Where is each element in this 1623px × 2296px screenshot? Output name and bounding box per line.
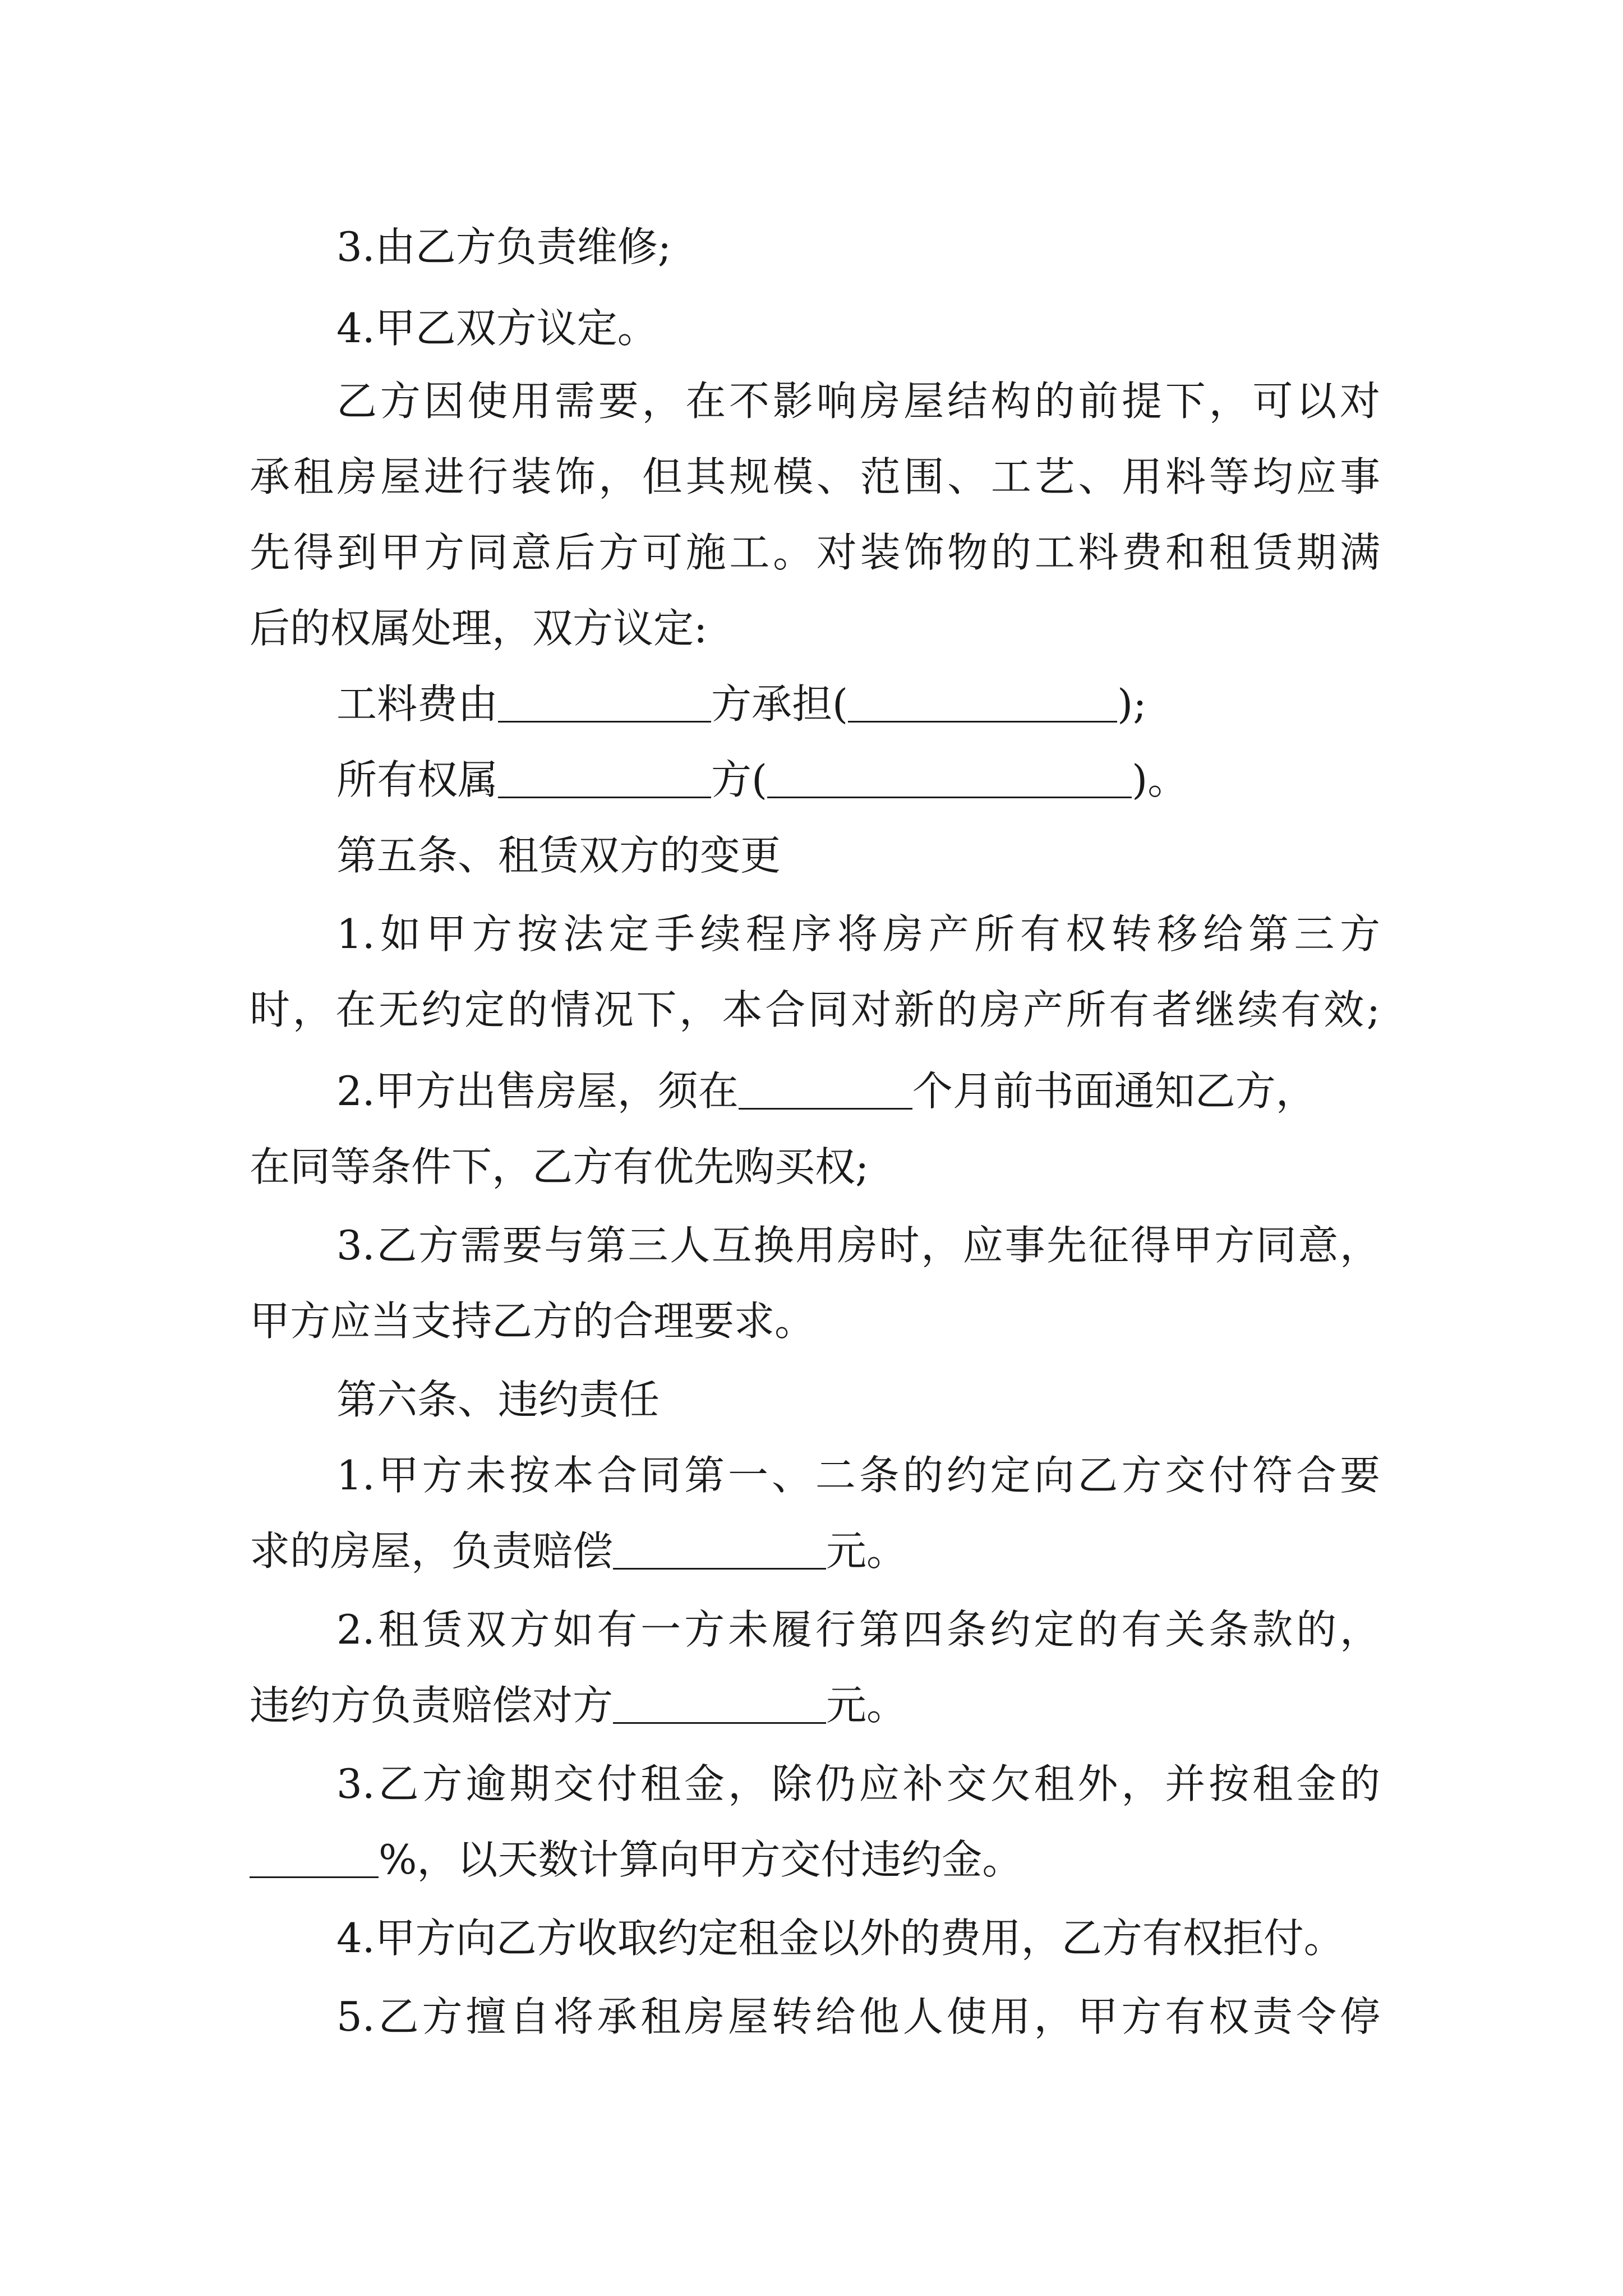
blank-field[interactable] (613, 1682, 826, 1724)
blank-field[interactable] (498, 680, 711, 723)
fill-label: 违约方负责赔偿对方 (250, 1682, 614, 1729)
paragraph-line (0, 1753, 1380, 1815)
paragraph-text: 时，在无约定的情况下，本合同对新的房产所有者继续有效; (250, 986, 1380, 1033)
blank-field[interactable] (848, 680, 1117, 723)
paragraph-text: 5.乙方擅自将承租房屋转给他人使用，甲方有权责令停 (336, 1993, 1380, 2040)
fill-label: ); (1117, 680, 1147, 728)
paragraph-line (0, 370, 1380, 432)
fill-in-line (0, 749, 1623, 811)
blank-field[interactable] (739, 1068, 912, 1110)
blank-field[interactable] (498, 756, 711, 798)
paragraph-text: 3.乙方需要与第三人互换用房时，应事先征得甲方同意， (336, 1222, 1380, 1269)
clause-line (0, 216, 1623, 278)
blank-field[interactable] (250, 1836, 379, 1878)
fill-label: 个月前书面通知乙方， (912, 1068, 1316, 1115)
fill-label: 2.甲方出售房屋，须在 (336, 1068, 739, 1115)
blank-field[interactable] (613, 1527, 826, 1570)
blank-field[interactable] (767, 756, 1132, 798)
paragraph-line (0, 1986, 1380, 2047)
paragraph-text: 先得到甲方同意后方可施工。对装饰物的工料费和租赁期满 (250, 529, 1380, 576)
clause-text: 3.由乙方负责维修; (336, 223, 671, 270)
paragraph-line (0, 1136, 1623, 1198)
fill-label: 工料费由 (336, 680, 499, 728)
fill-label: 所有权属 (336, 756, 499, 803)
paragraph-line (0, 1290, 1623, 1352)
fill-in-line (0, 1674, 1623, 1736)
clause-line (0, 297, 1623, 359)
fill-label: %，以天数计算向甲方交付违约金。 (379, 1836, 1023, 1883)
fill-in-line (0, 1060, 1623, 1122)
paragraph-text: 1.甲方未按本合同第一、二条的约定向乙方交付符合要 (336, 1452, 1380, 1499)
fill-label: 求的房屋，负责赔偿 (250, 1527, 614, 1575)
paragraph-line (0, 446, 1380, 508)
paragraph-text: 承租房屋进行装饰，但其规模、范围、工艺、用料等均应事 (250, 453, 1380, 500)
fill-label: 方( (711, 756, 768, 803)
paragraph-text: 2.租赁双方如有一方未履行第四条约定的有关条款的， (336, 1606, 1380, 1653)
paragraph-text: 在同等条件下，乙方有优先购买权; (250, 1143, 869, 1190)
paragraph-line (0, 903, 1380, 965)
paragraph-text: 后的权属处理，双方议定: (250, 605, 708, 652)
paragraph-line (0, 597, 1623, 659)
paragraph-text: 甲方应当支持乙方的合理要求。 (250, 1297, 815, 1345)
paragraph-line (0, 1444, 1380, 1506)
paragraph-line (0, 979, 1380, 1041)
paragraph-line (0, 1599, 1380, 1660)
fill-label: 元。 (826, 1527, 907, 1575)
section-heading (0, 1369, 1623, 1430)
fill-label: 元。 (826, 1682, 907, 1729)
paragraph-text: 3.乙方逾期交付租金，除仍应补交欠租外，并按租金的 (336, 1760, 1380, 1807)
paragraph-line (0, 522, 1380, 583)
fill-in-line (0, 1520, 1623, 1582)
paragraph-text: 4.甲方向乙方收取约定租金以外的费用，乙方有权拒付。 (336, 1915, 1344, 1962)
section-heading (0, 825, 1623, 886)
fill-in-line (0, 1829, 1623, 1890)
paragraph-text: 1.如甲方按法定手续程序将房产所有权转移给第三方 (336, 910, 1380, 958)
fill-label: )。 (1132, 756, 1188, 803)
clause-text: 4.甲乙双方议定。 (336, 305, 658, 352)
paragraph-line (0, 1907, 1623, 1969)
section-heading-text: 第六条、违约责任 (336, 1376, 660, 1423)
fill-in-line (0, 673, 1623, 735)
section-heading-text: 第五条、租赁双方的变更 (336, 832, 781, 879)
paragraph-line (0, 1214, 1380, 1276)
fill-label: 方承担( (711, 680, 849, 728)
paragraph-text: 乙方因使用需要，在不影响房屋结构的前提下，可以对 (336, 378, 1380, 425)
